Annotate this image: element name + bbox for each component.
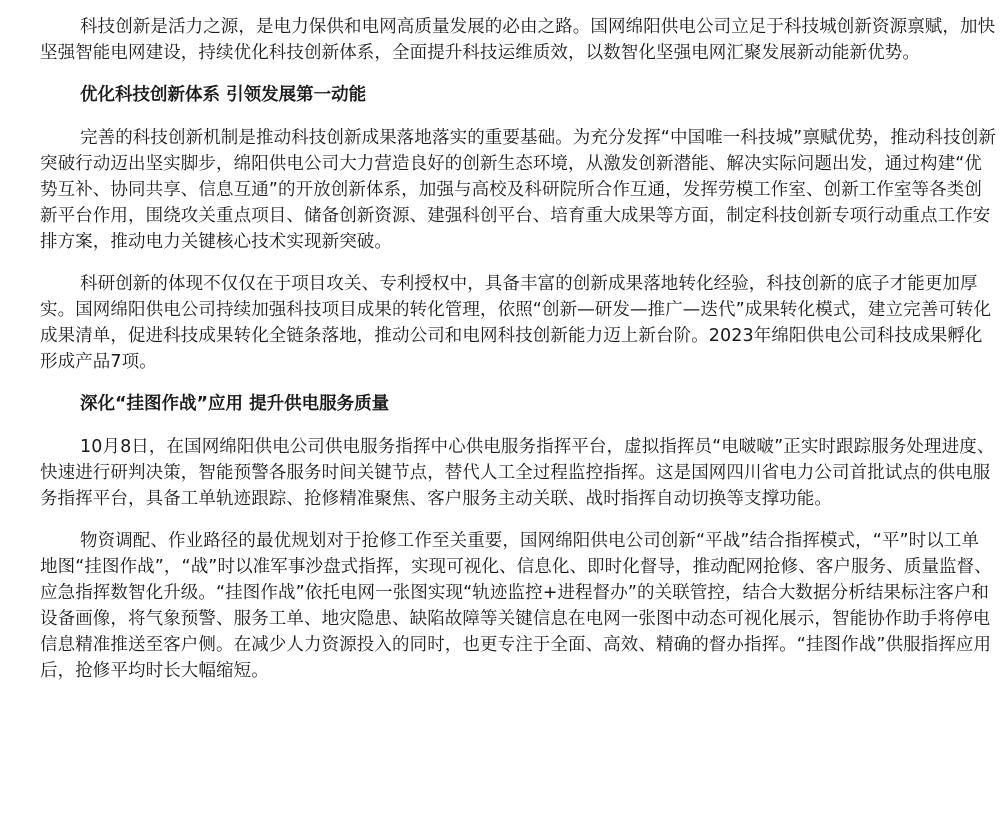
- paragraph-innovation-mechanism: 完善的科技创新机制是推动科技创新成果落地落实的重要基础。为充分发挥“中国唯一科技城”禀赋优势，推动科技创新突破行动迈出坚实脚步，绵阳供电公司大力营造良好的创新生态环境，从激发创新潜能、解决实际问题出发，通过构建“优势互补、协同共享、信息互通”的开放创新体系，加强与高校及科研院所合作互通，发挥劳模工作室、创新工作室等各类创新平台作用，围绕攻关重点项目、储备创新资源、建强科创平台、培育重大成果等方面，制定科技创新专项行动重点工作安排方案，推动电力关键核心技术实现新突破。: [40, 128, 996, 252]
- section-heading-innovation-system: 优化科技创新体系 引领发展第一动能: [80, 85, 367, 105]
- paragraph-service-command-platform: 10月8日，在国网绵阳供电公司供电服务指挥中心供电服务指挥平台，虚拟指挥员“电啵啵”正实时跟踪服务处理进度、快速进行研判决策，智能预警各服务时间关键节点，替代人工全过程监控指挥。这是国网四川省电力公司首批试点的供电服务指挥平台，具备工单轨迹跟踪、抢修精准聚焦、客户服务主动关联、战时指挥自动切换等支撑功能。: [40, 437, 995, 509]
- paragraph-achievement-transfer: 科研创新的体现不仅仅在于项目攻关、专利授权中，具备丰富的创新成果落地转化经验，科技创新的底子才能更加厚实。国网绵阳供电公司持续加强科技项目成果的转化管理，依照“创新—研发—推广—迭代”成果转化模式，建立完善可转化成果清单，促进科技成果转化全链条落地，推动公司和电网科技创新能力迈上新台阶。2023年绵阳供电公司科技成果孵化形成产品7项。: [40, 274, 992, 372]
- paragraph-repair-dispatch: 物资调配、作业路径的最优规划对于抢修工作至关重要，国网绵阳供电公司创新“平战”结合指挥模式，“平”时以工单地图“挂图作战”，“战”时以准军事沙盘式指挥，实现可视化、信息化、即时化督导，推动配网抢修、客户服务、质量监督、应急指挥数智化升级。“挂图作战”依托电网一张图实现“轨迹监控+进程督办”的关联管控，结合大数据分析结果标注客户和设备画像，将气象预警、服务工单、地灾隐患、缺陷故障等关键信息在电网一张图中动态可视化展示，智能协作助手将停电信息精准推送至客户侧。在减少人力资源投入的同时，也更专注于全面、高效、精确的督办指挥。“挂图作战”供服指挥应用后，抢修平均时长大幅缩短。: [40, 531, 992, 681]
- intro-paragraph: 科技创新是活力之源，是电力保供和电网高质量发展的必由之路。国网绵阳供电公司立足于科技城创新资源禀赋，加快坚强智能电网建设，持续优化科技创新体系，全面提升科技运维质效，以数智化坚强电网汇聚发展新动能新优势。: [40, 17, 996, 63]
- section-heading-map-operations: 深化“挂图作战”应用 提升供电服务质量: [80, 394, 390, 414]
